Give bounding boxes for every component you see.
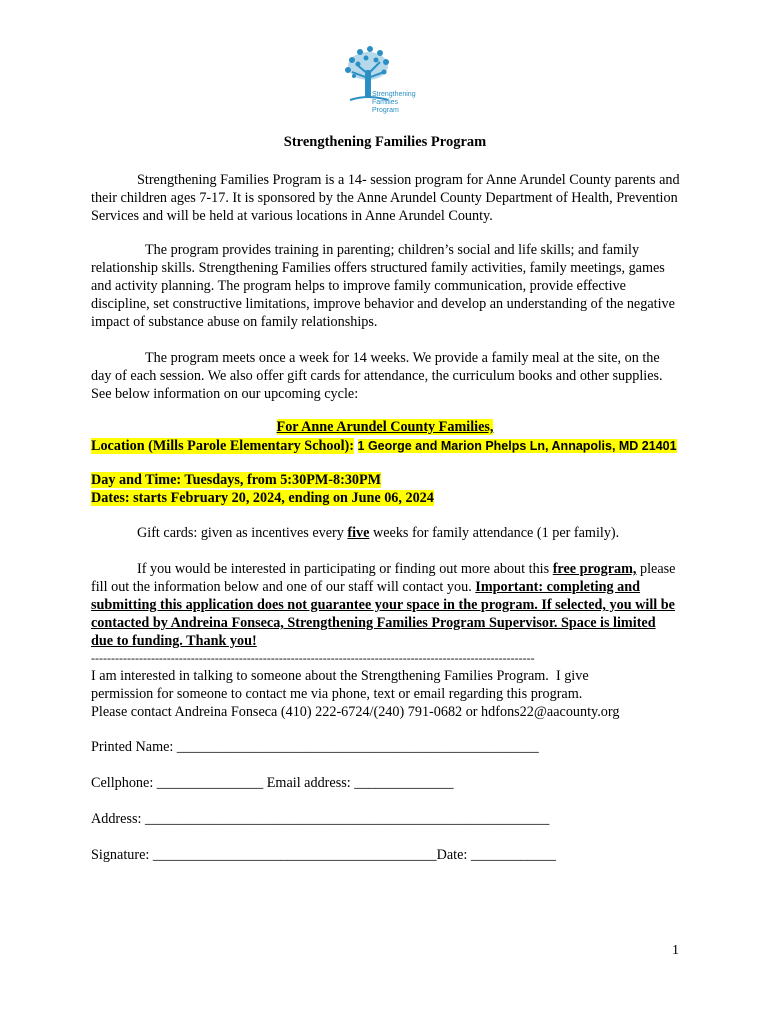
interest-before: If you would be interested in participating or finding out more about this	[137, 561, 553, 577]
program-description-text: The program provides training in parenting; children’s social and life skills; and family relationship skills. Strengthening Families offers structured family activities, family meetings, games and activity planning. The program helps to improve family communication, provide effective discipline, set constructive limitations, improve behavior and develop an understanding of the negative impact of substance abuse on family relationships.	[91, 242, 675, 330]
program-logo	[330, 44, 440, 114]
dashed-separator: ---------------------------------------------------------------------------------------------------------------	[91, 651, 535, 665]
schedule-paragraph	[91, 349, 681, 403]
logo-text-line2: Program	[372, 107, 399, 114]
day-time: Day and Time: Tuesdays, from 5:30PM-8:30PM	[91, 472, 382, 488]
page-title: Strengthening Families Program	[283, 134, 487, 150]
contact-line-2: permission for someone to contact me via phone, text or email regarding this program.	[91, 686, 583, 702]
gift-emphasis: five	[347, 525, 370, 541]
dates-line	[91, 489, 681, 507]
printed-name-field[interactable]: Printed Name: ___________________________________________________	[91, 739, 539, 755]
gift-before: Gift cards: given as incentives every	[137, 525, 348, 541]
contact-line-1: I am interested in talking to someone about the Strengthening Families Program. I give	[91, 668, 589, 684]
address-field[interactable]: Address: _________________________________________________________	[91, 811, 550, 827]
dates: Dates: starts February 20, 2024, ending on June 06, 2024	[91, 490, 434, 506]
gift-cards-line	[91, 524, 681, 542]
program-description-paragraph	[91, 241, 681, 331]
intro-text: Strengthening Families Program is a 14- session program for Anne Arundel County parents and their children ages 7-17. It is sponsored by the Anne Arundel County Department of Health, Prevention Services and will be held at various locations in Anne Arundel County.	[91, 172, 680, 224]
contact-line-3: Please contact Andreina Fonseca (410) 222-6724/(240) 791-0682 or hdfons22@aacounty.org	[91, 704, 620, 720]
gift-after: weeks for family attendance (1 per family).	[369, 525, 620, 541]
free-program: free program,	[552, 561, 637, 577]
highlight-heading: For Anne Arundel County Families,	[276, 419, 494, 435]
day-time-line	[91, 471, 681, 489]
location-block	[91, 437, 691, 455]
logo-text-line1: Strengthening Families	[372, 91, 416, 106]
important-notice: Important: completing and submitting this application does not guarantee your space in the program. If selected, you will be contacted by Andreina Fonseca, Strengthening Families Program Supervisor. Space is limited due to funding. Thank you!	[91, 579, 675, 649]
highlight-heading-line	[0, 419, 770, 436]
intro-paragraph	[91, 171, 681, 225]
signature-date-field[interactable]: Signature: ________________________________________Date: ____________	[91, 847, 557, 863]
location-address: 1 George and Marion Phelps Ln, Annapolis, MD 21401	[357, 439, 677, 453]
schedule-text: The program meets once a week for 14 weeks. We provide a family meal at the site, on the day of each session. We also offer gift cards for attendance, the curriculum books and other supplies. See below information on our upcoming cycle:	[91, 350, 663, 402]
cellphone-email-field[interactable]: Cellphone: _______________ Email address: ______________	[91, 775, 454, 791]
location-label: Location (Mills Parole Elementary School):	[91, 438, 354, 454]
page-number: 1	[672, 943, 679, 958]
interest-paragraph	[91, 560, 676, 650]
interest-middle: please fill out the information below and one of our staff will contact you.	[91, 561, 676, 595]
